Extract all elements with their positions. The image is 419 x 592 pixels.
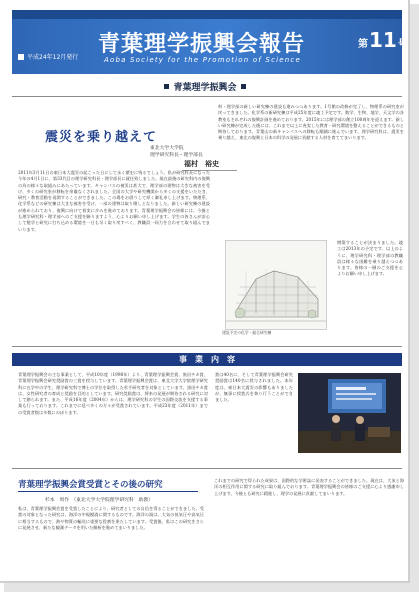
article-body-col3: 増築することが決まりました。竣工は2013年の予定です。以上のように、理学研究科・理学部の教職員は様々な困難を乗り越えつつあります。皆様の一層のご支援を心よりお願い申し上げます。 [337, 240, 403, 277]
author-line: 杉本 周作 （東北大学大学院理学研究科 助教） [45, 498, 153, 503]
issue-number [358, 28, 408, 52]
section-header: 事 業 内 容 [12, 353, 402, 366]
section-body-col2: 賞は40名に、そして青葉理学振興会研究奨励賞は140名に授与されました。本年度は、東日本大震災の影響もありましたが、無事に授賞式を執り行うことができました。 [215, 372, 293, 403]
publisher-line [0, 80, 410, 93]
square-bullet-icon [241, 84, 246, 89]
issue-suffix: 号 [397, 39, 408, 50]
article-title: 震災を乗り越えて [45, 130, 158, 145]
affiliation-line: 東北大学大学院 [150, 146, 184, 151]
divider [12, 96, 402, 97]
issue-date [18, 52, 78, 61]
page-shadow [410, 4, 419, 592]
issue-date-text: 平成24年12月発行 [27, 54, 79, 61]
section-body-col1: 青葉理学振興会の主な事業として、平成10年度（1998年）より、青葉理学振興会賞、黒田チカ賞、青葉理学振興会研究奨励賞の三賞を授与しています。青葉理学振興会賞は、東北大学大学院理学研究科に在学中の学生、理学研究科で博士の学位を取得した若手研究者を対象としています。黒田チカ賞は、女性研究者の育成と奨励を目的としています。研究奨励賞は、将来の発展が期待される研究に対して贈られます。また、平成16年度（2004年）からは、理学研究科の学生の国際交流を支援する事業も行っております。これまでに延べ多くの方々が受賞されています。平成23年度（2011年）までの受賞者数は多数にのぼります。 [18, 372, 208, 415]
masthead-band [12, 10, 402, 19]
ceremony-photo-icon [298, 373, 401, 453]
author-affiliation [150, 145, 203, 159]
divider [12, 346, 402, 347]
award-ceremony-photo [298, 373, 401, 453]
newsletter-title: 青葉理学振興会報告 [98, 32, 306, 57]
newsletter-subtitle: Aoba Society for the Promotion of Science [104, 56, 301, 64]
square-bullet-icon [164, 84, 169, 89]
author-name-text: 福村 裕史 [184, 159, 219, 168]
page-shadow [4, 583, 419, 592]
article-body-col2: これまでの研究で得られた成果は、国際的な学術誌に発表することができました。現在は、大気と海洋の相互作用に関する研究に取り組んでおります。青葉理学振興会の皆様のご支援に心より感謝申し上げます。今後とも研究に精進し、理学の発展に貢献してまいります。 [214, 478, 404, 496]
underline [18, 491, 198, 492]
masthead [12, 10, 408, 74]
article-body-col2: 料・理学部の新しい研究棟の建設も進みつつあります。1号館の改修が完了し、物理系の研究室が戻ってきました。化学系の新研究棟は平成25年度に竣工予定です。数学、生物、地学、天文学の各教室もそれぞれの復興計画を進めております。2015年には理学部の創立100周年を迎えます。新しい研究棟が完成した後には、これまで以上に充実した教育・研究環境を整えることができるものと期待しております。青葉山の新キャンパスへの移転も順調に進んでいます。理学研究科は、震災を乗り越え、東北の復興と日本の科学の発展に貢献する人材を育ててまいります。 [218, 104, 404, 141]
affiliation-line: 理学研究科長・理学部長 [150, 153, 203, 158]
article-body-col1: 私は、青葉理学振興会賞を受賞したことにより、研究者としての自信を得ることができました。受賞の対象となった研究は、海洋の中規模渦に関するものです。海洋の渦は、大気の低気圧や高気圧に相当するもので、熱や物質の輸送に重要な役割を果たしています。受賞後、私はこの研究をさらに発展させ、新たな観測データを用いた解析を進めてまいりました。 [18, 506, 204, 530]
article-body-col1: 2011年3月11日の東日本大震災の起こった日にして永く歴史に残るでしょう。私が研究科長になった今年の4月1日に、第33代目の理学研究科長・理学部長に就任致しました。現在最後の研究科内の復興の為の様々な取組みにあたっています。キャンパスの被災は甚大で、理学部の建物は大きな被害を受け、多くの研究室が移転を余儀なくされました。全国の大学や研究機関から多くの支援をいただき、研究・教育活動を再開することができました。この場をお借りして厚く御礼申し上げます。物理系、化学系などの研究棟は大きな被害を受け、一部の建物は取り壊しとなりました。新しい研究棟の建設が進められており、復興に向けて着実に歩みを進めております。青葉理学振興会の皆様には、今後とも理学研究科・理学部へのご支援を賜りますよう、心よりお願い申し上げます。学生の皆さんが安心して勉学と研究に打ち込める環境を一日も早く取り戻すべく、教職員一同力を合わせて取り組んでまいります。 [18, 170, 210, 232]
figure-caption: 建設予定の化学・総合研究棟 [222, 330, 272, 335]
square-bullet-icon [18, 54, 24, 60]
building-illustration [225, 240, 327, 330]
article-title: 青葉理学振興会賞受賞とその後の研究 [18, 480, 163, 490]
publisher-name: 青葉理学振興会 [173, 83, 237, 93]
issue-number-value: 11 [369, 28, 397, 52]
author-name [184, 159, 219, 169]
issue-prefix: 第 [358, 39, 368, 50]
building-sketch-icon [226, 241, 326, 329]
divider [12, 468, 402, 469]
